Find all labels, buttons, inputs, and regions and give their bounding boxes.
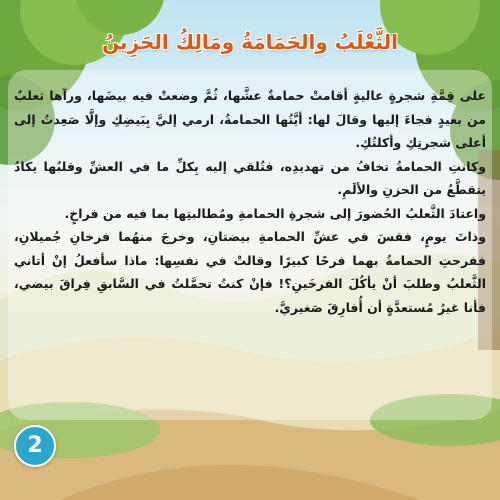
story-paragraph: وذاتَ يومٍ، فقسَ في عشِّ الحمامةِ بيضتانِ، وخرجَ منهُما فرخانِ جُميلانِ، ففرحتِ الحمامةُ بهما فرحًا كبيرًا وقالتْ في نفسِها: ماذا سأفعلُ إنْ أتاني الثَّعلبُ وطلبَ أنْ يأكُلَ الفرخَينِ؟! فإنْ كنتُ تحمَّلتُ في السَّابقِ فِراقَ بيضي، فأنا غيرُ مُستعدَّةٍ أن أُفارِقَ صَغيريَّ. xyxy=(14,229,486,315)
story-body xyxy=(14,84,486,319)
story-title: الثَّعْلَبُ والحَمَامَةُ ومَالِكُ الحَزِينُ xyxy=(102,30,398,54)
story-paragraph: وكانتِ الحمامةُ تخافُ من تهديدِه، فتُلقي إليه بِكلِّ ما في العشِّ وقلبُها يكادُ يتقطَّعُ من الحزنِ والألَمِ. xyxy=(14,158,486,197)
page-number-badge: 2 xyxy=(14,425,56,467)
story-paragraph: واعتادَ الثَّعلبُ الحُضورَ إلى شجرةِ الحمامةِ ومُطالبتِها بما فيه من فراخٍ. xyxy=(64,205,486,221)
story-paragraph: على قِمَّةِ شجرةٍ عاليةٍ أقامتْ حمامةٌ عشَّها، ثُمَّ وضعتْ فيه بيضَها، ورآها ثعلبٌ من بعيدٍ فجاءَ إليها وقالَ لها: أيَّتُها الحمامةُ، ارمي إليَّ بِبَيضِكِ وإلَّا صَعِدتُ إلى أعلى شجرتِكِ وأكلتُكِ. xyxy=(14,88,486,150)
